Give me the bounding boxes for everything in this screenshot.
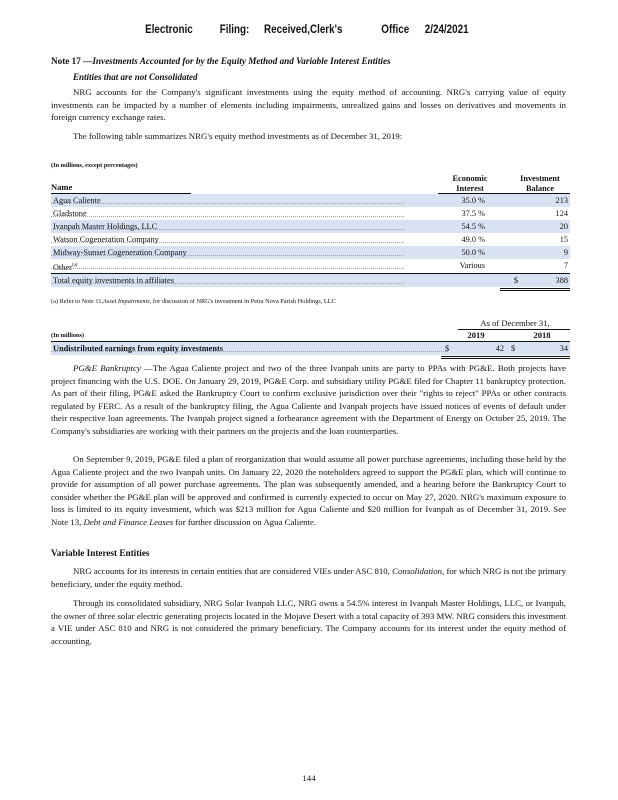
header-filing: Filing: [219,22,250,36]
table1-footnote: (a) Refer to Note 11,Asset Impairments, for discussion of NRG's investment in Petra Nova Parish Holdings, LLC [51,298,336,305]
row-interest: 49.0 % [461,235,485,244]
row-interest: Various [459,261,485,270]
col-economic-interest: Economic Interest [452,174,488,193]
table-intro: The following table summarizes NRG's equity method investments as of December 31, 2019: [73,131,403,141]
header-office: Office [381,22,410,36]
header-received: Received,Clerk's [264,22,343,36]
row-name: Other$^{(a)}$ [53,262,78,272]
note-title-text: Investments Accounted for by the Equity Method and Variable Interest Entities [92,56,391,66]
pge-lead: PG&E Bankruptcy [73,363,141,373]
table2-double-rule-2 [441,358,570,359]
vie-paragraph-2: Through its consolidated subsidiary, NRG Solar Ivanpah LLC, NRG owns a 54.5% interest in Ivanpah Master Holdings, LLC, or Ivanpah, the owner of three solar electric generating projects located in the Mojave Desert with a total capacity of 393 MW. NRG considers this investment a VIE under ASC 810 and NRG is not considered the primary beneficiary. The Company accounts for its interest under the equity method of accounting. [51,598,566,646]
table-row [51,194,570,207]
row-interest: 54.5 % [461,222,485,231]
total-dollar: $ [513,276,518,285]
header-electronic: Electronic [145,22,193,36]
intro-paragraph: NRG accounts for the Company's significant investments using the equity method of accounting. NRG's carrying value of equity investments can be impacted by a number of elements including impairments, unrealized gains and losses on derivatives and movements in foreign currency exchange rates. [51,87,566,123]
total-label: Total equity investments in affiliates [53,276,174,285]
row-balance: 124 [555,209,568,218]
vie-paragraph-1: NRG accounts for its interests in certain entities that are considered VIEs under ASC 810, Consolidation, for which NRG is not the primary beneficiary, under the equity method. [51,566,566,589]
value-2018: 34 [559,344,568,353]
dollar-2019: $ [445,344,450,353]
row-label: Undistributed earnings from equity investments [53,344,223,353]
table-row [51,246,570,259]
table-row [51,342,570,355]
row-balance: 20 [559,222,568,231]
pge-paragraph-1: PG&E Bankruptcy —The Agua Caliente project and two of the three Ivanpah units are party to PPAs with PG&E. Both projects have project financing with the U.S. DOE. On January 29, 2019, PG&E Corp. and subsidiary utility PG&E filed for Chapter 11 bankruptcy protection. As part of their filing, PG&E asked the Bankruptcy Court to confirm exclusive jurisdiction over their "rights to reject" PPAs or other contracts regulated by FERC. As a result of the bankruptcy filing, the Agua Caliente and Ivanpah projects have issued notices of events of default under their respective loan agreements. The Ivanpah project signed a forbearance agreement with the Department of Energy on October 25, 2019. The Company's subsidiaries are working with their partners on the projects and the loan counterparties. [51,363,566,436]
vie-heading: Variable Interest Entities [51,548,150,558]
table2-header: As of December 31, [480,318,550,328]
dollar-2018: $ [511,344,516,353]
table2-double-rule-1 [441,356,570,357]
col-name: Name [51,182,73,192]
footnote-marker: (a) [71,263,78,268]
table2-year1: 2019 [467,330,485,340]
note-subtitle: Entities that are not Consolidated [73,72,198,82]
value-2019: 42 [495,344,504,353]
table2-unit-label: (In millions) [51,332,85,339]
total-row [51,274,570,287]
pge-paragraph-2: On September 9, 2019, PG&E filed a plan of reorganization that would assume all power purchase agreements, including those held by the Agua Caliente project and the two Ivanpah units. On January 22, 2020 the noteholders agreed to support the PG&E plan, which will continue to provide for assumption of all power purchase agreements. The plan was subsequently amended, and a hearing before the Bankruptcy Court to consider whether the PG&E plan will be approved and confirmed is currently expected to occur on May 27, 2020. NRG's maximum exposure to loss is limited to its equity investment, which was $213 million for Agua Caliente and $20 million for Ivanpah as of December 31, 2019. See Note 13, Debt and Finance Leases for further discussion on Agua Caliente. [51,454,566,527]
row-balance: 15 [559,235,568,244]
row-name: Midway-Sunset Cogeneration Company [53,248,187,257]
total-double-rule-1 [500,288,570,289]
table-row [51,233,570,246]
table1-unit-label: (In millions, except percentages) [51,162,138,169]
table2-year2: 2018 [533,330,551,340]
row-name: Watson Cogeneration Company [53,235,159,244]
col-investment-balance: Investment Balance [520,174,560,193]
row-balance: 213 [555,196,568,205]
row-name: Gladstone [53,209,87,218]
row-name: Ivanpah Master Holdings, LLC [53,222,158,231]
page-number: 144 [302,773,316,783]
note-title [51,56,391,66]
table-row [51,259,570,272]
note-number: Note 17 — [51,56,93,66]
total-value: 388 [555,276,568,285]
row-interest: 50.0 % [461,248,485,257]
row-balance: 7 [563,261,568,270]
total-double-rule-2 [500,290,570,291]
header-date: 2/24/2021 [424,22,469,36]
row-interest: 35.0 % [461,196,485,205]
row-name: Agua Caliente [53,196,101,205]
table-row [51,220,570,233]
row-balance: 9 [563,248,568,257]
row-interest: 37.5 % [461,209,485,218]
table-row [51,207,570,220]
